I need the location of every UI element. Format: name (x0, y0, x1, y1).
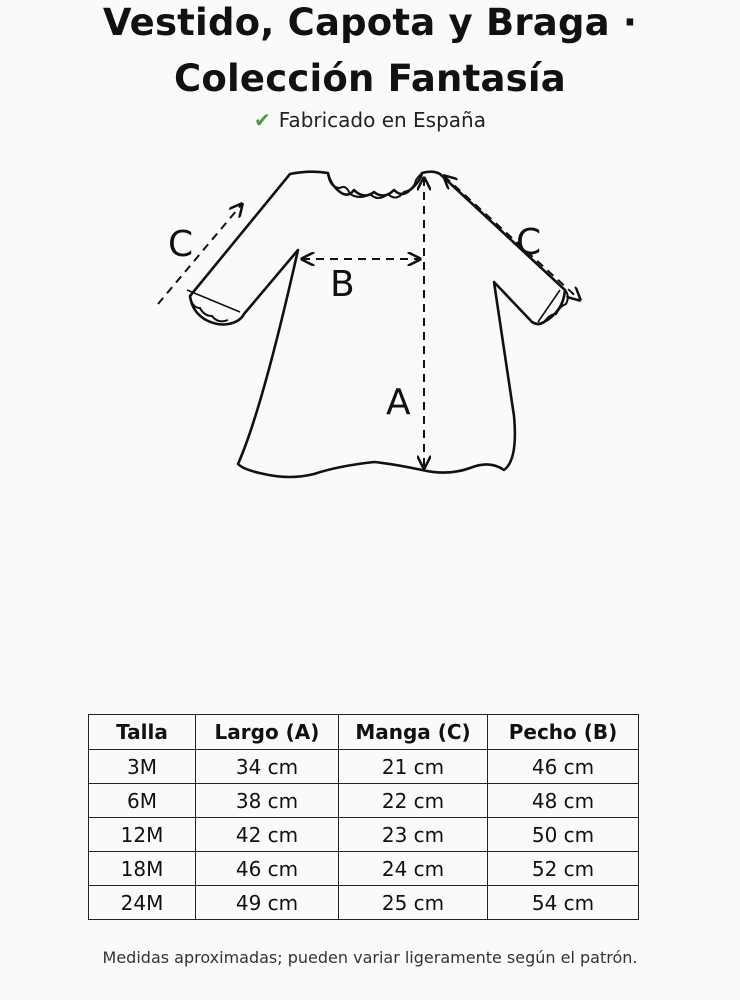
table-row (89, 886, 639, 920)
title-line-2: Colección Fantasía (174, 57, 566, 100)
cell-pecho: 50 cm (488, 818, 639, 852)
cell-largo: 34 cm (196, 750, 339, 784)
label-c-right: C (516, 222, 542, 263)
title-line-1: Vestido, Capota y Braga · (102, 1, 638, 44)
cell-pecho: 48 cm (488, 784, 639, 818)
label-a: A (386, 382, 411, 423)
footnote: Medidas aproximadas; pueden variar ligeramente según el patrón. (102, 948, 638, 967)
cell-manga: 24 cm (339, 852, 488, 886)
cell-manga: 22 cm (339, 784, 488, 818)
table-row (89, 784, 639, 818)
cell-largo: 46 cm (196, 852, 339, 886)
table-row (89, 818, 639, 852)
cell-pecho: 54 cm (488, 886, 639, 920)
cell-largo: 38 cm (196, 784, 339, 818)
page-title (0, 0, 740, 107)
cell-talla: 12M (89, 818, 196, 852)
dress-outline (190, 172, 565, 477)
cell-manga: 23 cm (339, 818, 488, 852)
cell-pecho: 52 cm (488, 852, 639, 886)
label-b: B (330, 264, 355, 305)
table-row (89, 750, 639, 784)
table-row (89, 852, 639, 886)
size-chart-table (88, 714, 639, 920)
made-in-text: Fabricado en España (278, 108, 486, 132)
cell-pecho: 46 cm (488, 750, 639, 784)
dress-measurement-diagram (140, 160, 600, 500)
cell-talla: 3M (89, 750, 196, 784)
arrow-c-right (444, 176, 580, 300)
header-talla: Talla (89, 715, 196, 750)
header-largo: Largo (A) (196, 715, 339, 750)
cell-largo: 49 cm (196, 886, 339, 920)
cell-manga: 25 cm (339, 886, 488, 920)
cell-manga: 21 cm (339, 750, 488, 784)
checkmark-icon: ✔ (254, 108, 271, 132)
cell-largo: 42 cm (196, 818, 339, 852)
made-in-line (0, 108, 740, 132)
table-header-row (89, 715, 639, 750)
header-pecho: Pecho (B) (488, 715, 639, 750)
cell-talla: 24M (89, 886, 196, 920)
label-c-left: C (168, 224, 194, 265)
cell-talla: 18M (89, 852, 196, 886)
cell-talla: 6M (89, 784, 196, 818)
header-manga: Manga (C) (339, 715, 488, 750)
